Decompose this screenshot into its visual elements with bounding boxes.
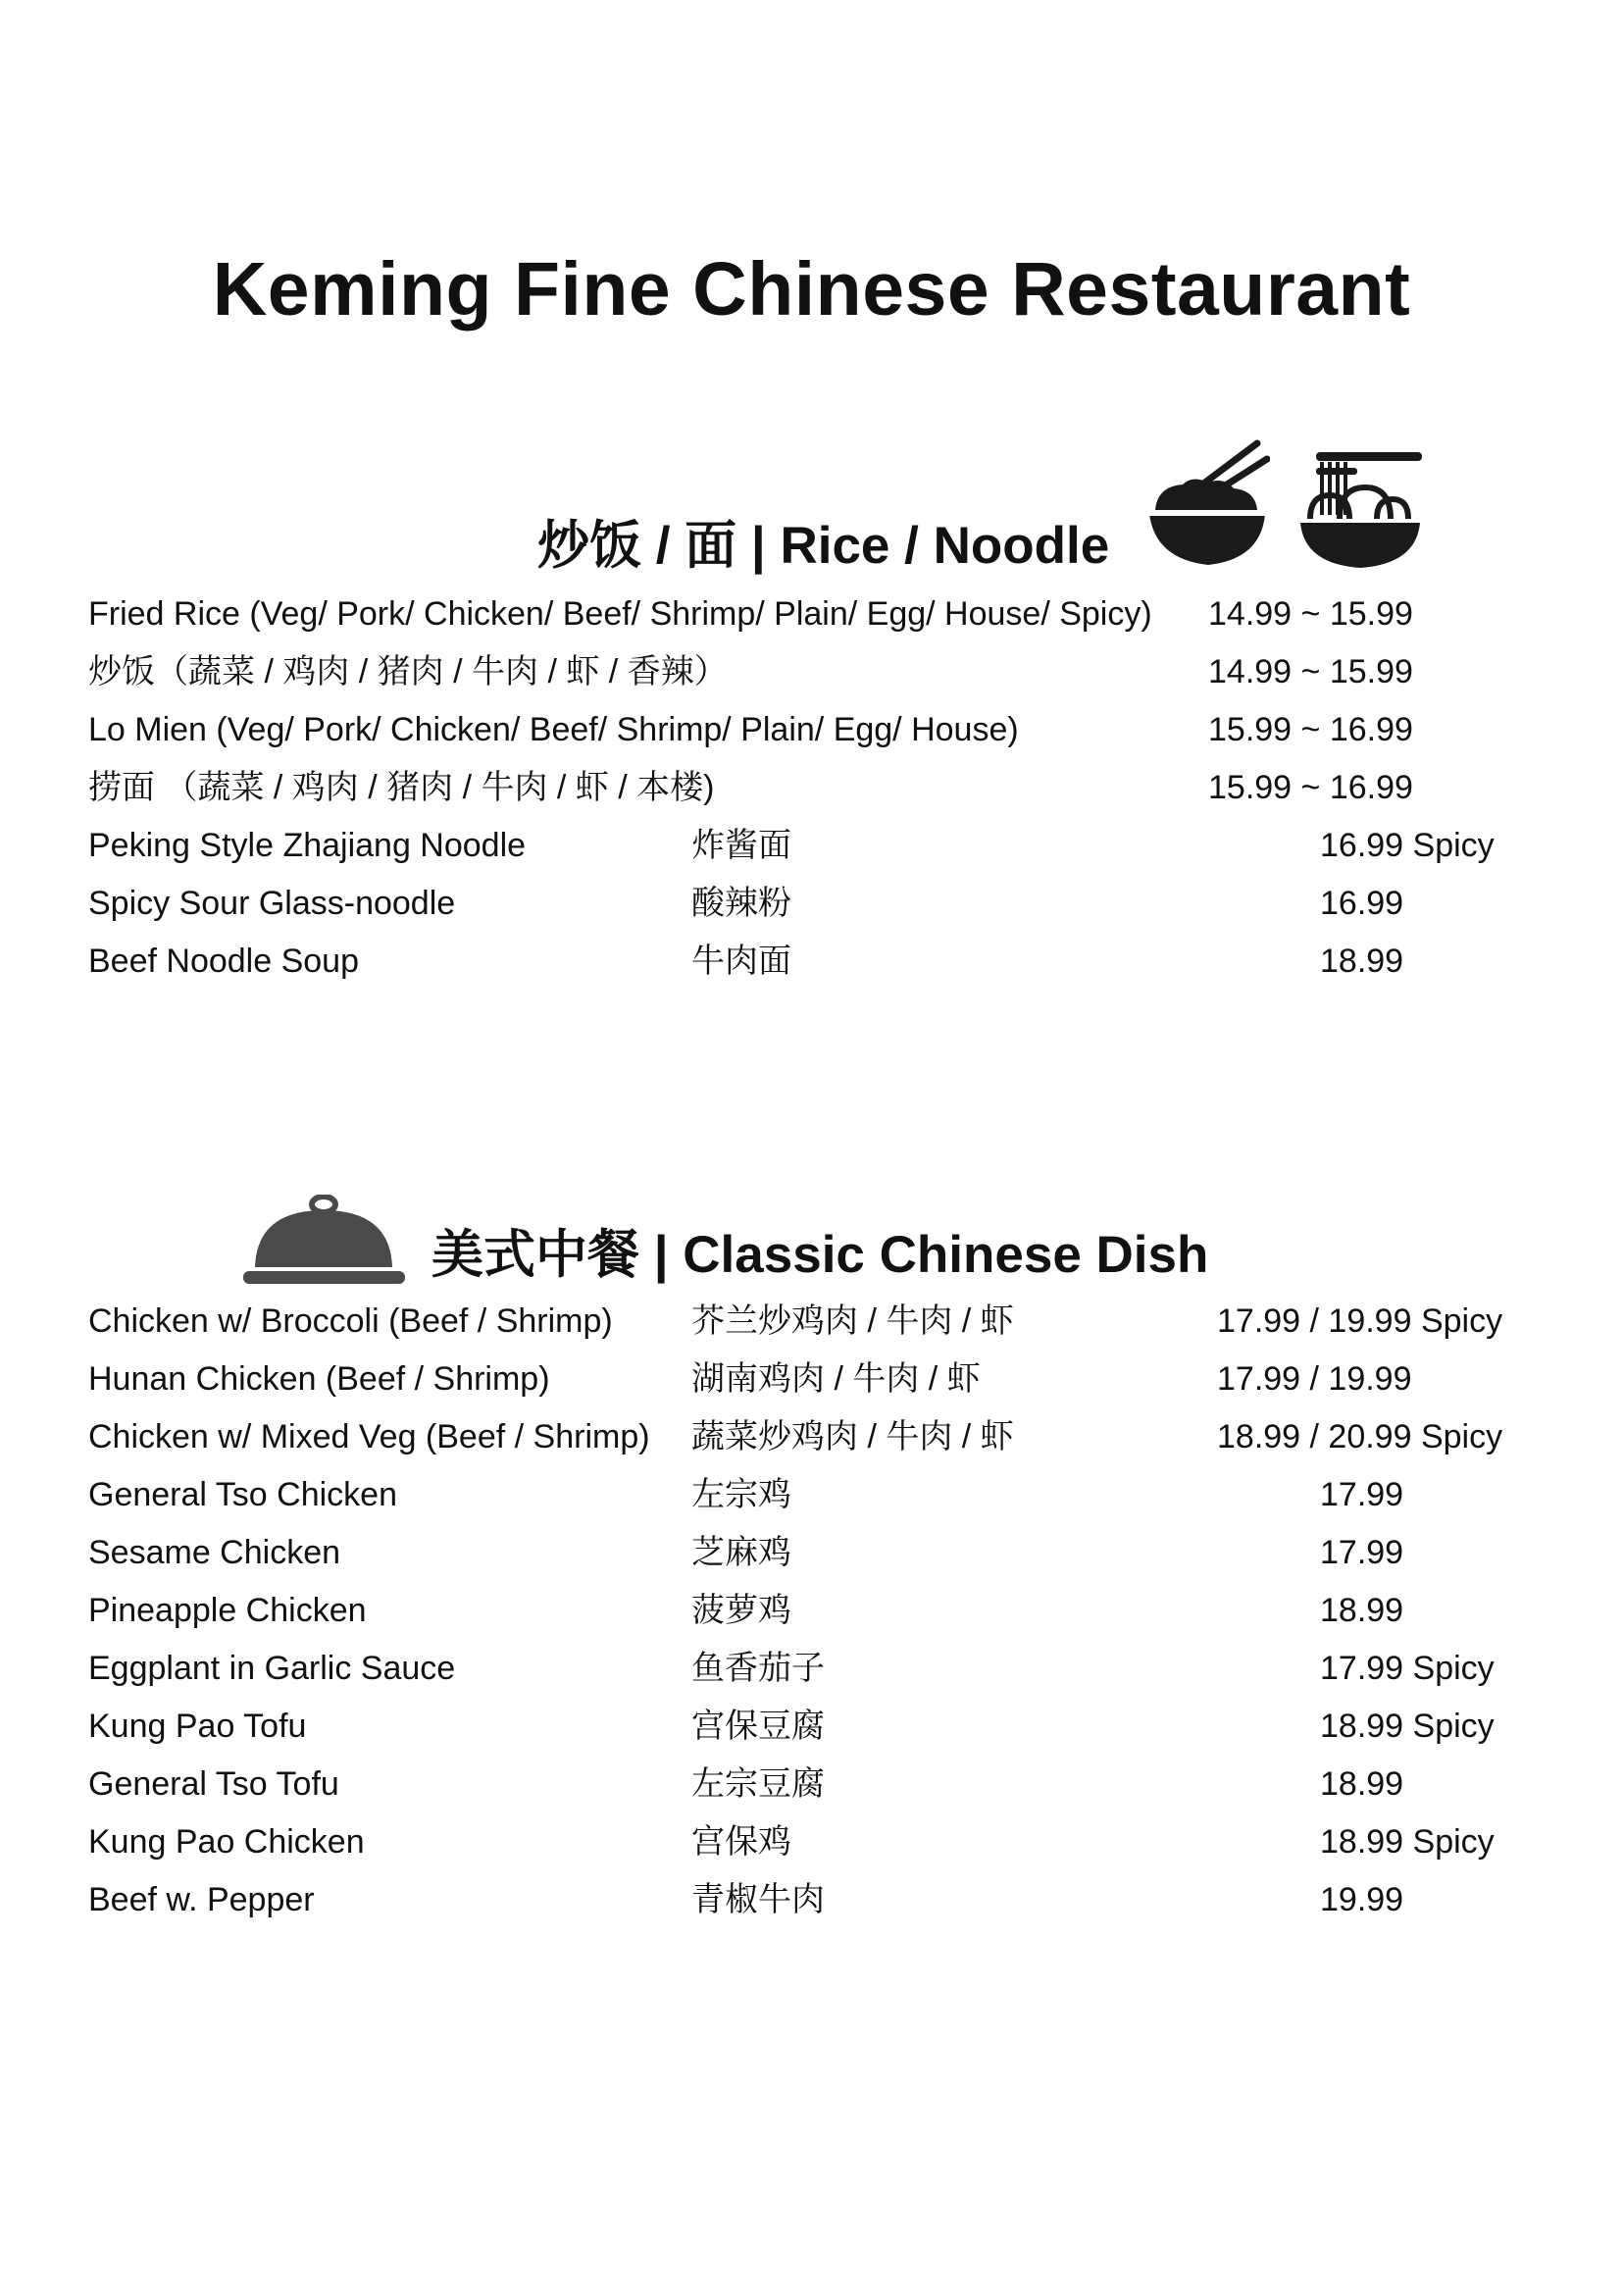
dish-chinese-name: 左宗鸡 <box>691 1476 791 1513</box>
menu-row <box>0 1589 1623 1647</box>
dish-chinese-name: 菠萝鸡 <box>691 1592 791 1629</box>
dish-price: 18.99 <box>1320 943 1404 980</box>
dish-price: 17.99 / 19.99 Spicy <box>1217 1302 1503 1340</box>
restaurant-title: Keming Fine Chinese Restaurant <box>212 247 1411 332</box>
dish-price: 16.99 Spicy <box>1320 827 1495 864</box>
dish-name: General Tso Chicken <box>88 1476 397 1513</box>
dish-name: Fried Rice (Veg/ Pork/ Chicken/ Beef/ Shrimp/ Plain/ Egg/ House/ Spicy) <box>88 595 1152 633</box>
menu-row <box>0 650 1623 708</box>
dish-price: 15.99 ~ 16.99 <box>1208 711 1413 748</box>
dish-name: Sesame Chicken <box>88 1534 341 1571</box>
dish-price: 18.99 Spicy <box>1320 1708 1495 1745</box>
dish-name: Chicken w/ Broccoli (Beef / Shrimp) <box>88 1302 613 1340</box>
dish-name: Eggplant in Garlic Sauce <box>88 1650 456 1687</box>
menu-row <box>0 1705 1623 1762</box>
dish-chinese-name: 蔬菜炒鸡肉 / 牛肉 / 虾 <box>691 1418 1014 1455</box>
menu-row <box>0 1531 1623 1589</box>
dish-chinese-name: 炸酱面 <box>691 827 791 864</box>
menu-row <box>0 1762 1623 1820</box>
dish-chinese-name: 鱼香茄子 <box>691 1650 825 1687</box>
serving-cloche-icon <box>243 1195 405 1287</box>
menu-row <box>0 708 1623 766</box>
dish-price: 18.99 <box>1320 1592 1404 1629</box>
menu-row <box>0 1300 1623 1357</box>
section-heading-classic-chinese-dish: 美式中餐 | Classic Chinese Dish <box>431 1226 1209 1284</box>
menu-row <box>0 824 1623 882</box>
rice-bowl-icon <box>1147 439 1270 572</box>
menu-row <box>0 1647 1623 1705</box>
dish-chinese-name: 湖南鸡肉 / 牛肉 / 虾 <box>691 1360 981 1398</box>
dish-name: 捞面 （蔬菜 / 鸡肉 / 猪肉 / 牛肉 / 虾 / 本楼) <box>88 769 715 806</box>
dish-name: Beef Noodle Soup <box>88 943 359 980</box>
menu-row <box>0 592 1623 650</box>
dish-price: 17.99 <box>1320 1534 1404 1571</box>
menu-row <box>0 766 1623 824</box>
dish-price: 17.99 Spicy <box>1320 1650 1495 1687</box>
dish-chinese-name: 宫保豆腐 <box>691 1708 825 1745</box>
dish-chinese-name: 牛肉面 <box>691 943 791 980</box>
menu-row <box>0 1357 1623 1415</box>
dish-price: 16.99 <box>1320 885 1404 922</box>
dish-name: Chicken w/ Mixed Veg (Beef / Shrimp) <box>88 1418 650 1455</box>
dish-price: 19.99 <box>1320 1881 1404 1918</box>
dish-price: 15.99 ~ 16.99 <box>1208 769 1413 806</box>
dish-chinese-name: 左宗豆腐 <box>691 1765 825 1803</box>
menu-row <box>0 882 1623 940</box>
dish-chinese-name: 芝麻鸡 <box>691 1534 791 1571</box>
dish-chinese-name: 宫保鸡 <box>691 1823 791 1861</box>
dish-name: Spicy Sour Glass-noodle <box>88 885 456 922</box>
dish-price: 14.99 ~ 15.99 <box>1208 595 1413 633</box>
dish-name: Kung Pao Tofu <box>88 1708 307 1745</box>
dish-name: Kung Pao Chicken <box>88 1823 365 1861</box>
dish-price: 18.99 <box>1320 1765 1404 1803</box>
noodle-bowl-icon <box>1296 446 1424 572</box>
menu-row <box>0 1473 1623 1531</box>
dish-name: General Tso Tofu <box>88 1765 339 1803</box>
dish-chinese-name: 芥兰炒鸡肉 / 牛肉 / 虾 <box>691 1302 1014 1340</box>
dish-price: 17.99 <box>1320 1476 1404 1513</box>
menu-row <box>0 1820 1623 1878</box>
menu-row <box>0 940 1623 997</box>
dish-name: 炒饭（蔬菜 / 鸡肉 / 猪肉 / 牛肉 / 虾 / 香辣） <box>88 653 728 690</box>
menu-row <box>0 1878 1623 1936</box>
dish-price: 17.99 / 19.99 <box>1217 1360 1412 1398</box>
dish-name: Lo Mien (Veg/ Pork/ Chicken/ Beef/ Shrimp/ Plain/ Egg/ House) <box>88 711 1019 748</box>
dish-name: Pineapple Chicken <box>88 1592 367 1629</box>
dish-name: Hunan Chicken (Beef / Shrimp) <box>88 1360 550 1398</box>
dish-chinese-name: 青椒牛肉 <box>691 1881 825 1918</box>
dish-price: 14.99 ~ 15.99 <box>1208 653 1413 690</box>
dish-price: 18.99 Spicy <box>1320 1823 1495 1861</box>
dish-chinese-name: 酸辣粉 <box>691 885 791 922</box>
menu-row <box>0 1415 1623 1473</box>
section-heading-rice-noodle: 炒饭 / 面 | Rice / Noodle <box>537 517 1110 575</box>
dish-name: Peking Style Zhajiang Noodle <box>88 827 527 864</box>
dish-price: 18.99 / 20.99 Spicy <box>1217 1418 1503 1455</box>
dish-name: Beef w. Pepper <box>88 1881 315 1918</box>
